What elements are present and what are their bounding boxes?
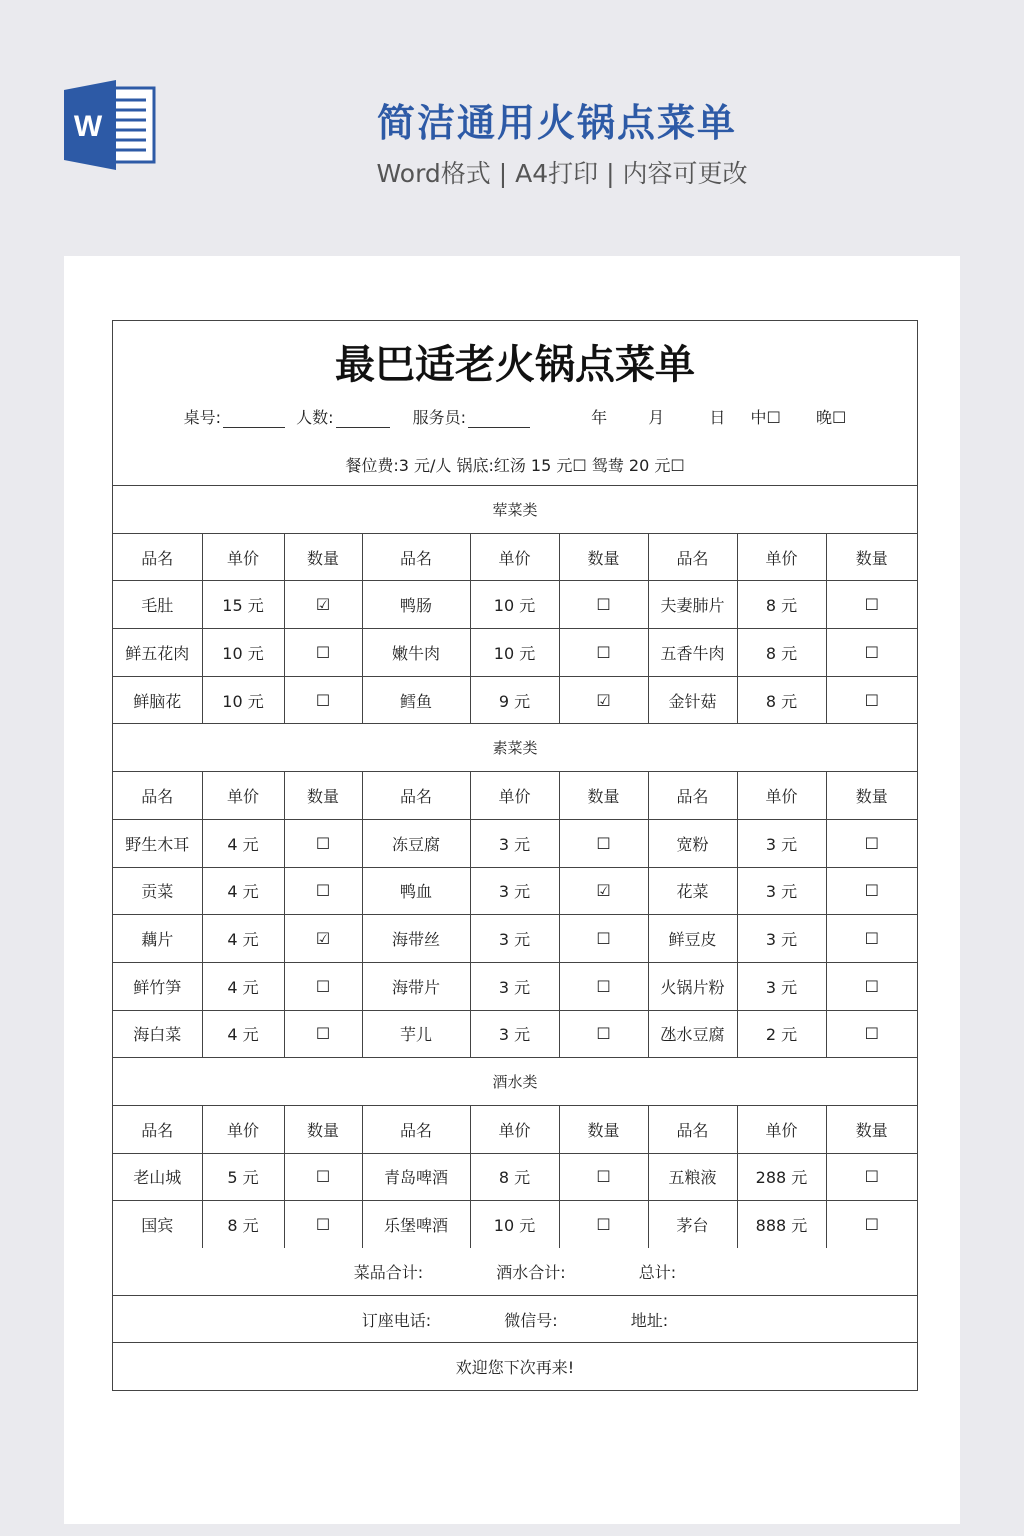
item-name: 夫妻肺片 bbox=[648, 581, 737, 629]
table-row bbox=[113, 962, 917, 1010]
item-name: 鲜五花肉 bbox=[113, 629, 202, 677]
address-label: 地址: bbox=[630, 1310, 669, 1330]
column-header-row bbox=[113, 1105, 917, 1153]
wechat-label: 微信号: bbox=[504, 1310, 558, 1330]
section-row bbox=[113, 724, 917, 772]
column-header: 品名 bbox=[113, 533, 202, 581]
item-price: 3 元 bbox=[470, 819, 559, 867]
item-price: 10 元 bbox=[202, 629, 284, 677]
quantity-checkbox[interactable]: ☐ bbox=[826, 819, 917, 867]
quantity-checkbox[interactable]: ☐ bbox=[559, 1153, 648, 1201]
quantity-checkbox[interactable]: ☐ bbox=[826, 1153, 917, 1201]
item-name: 五香牛肉 bbox=[648, 629, 737, 677]
item-price: 4 元 bbox=[202, 962, 284, 1010]
quantity-checkbox[interactable]: ☑ bbox=[559, 676, 648, 724]
item-name: 国宾 bbox=[113, 1201, 202, 1248]
column-header: 单价 bbox=[737, 772, 826, 820]
item-name: 乐堡啤酒 bbox=[362, 1201, 470, 1248]
menu-table bbox=[113, 486, 917, 1390]
item-price: 10 元 bbox=[202, 676, 284, 724]
item-name: 海带丝 bbox=[362, 915, 470, 963]
item-name: 贡菜 bbox=[113, 867, 202, 915]
server-field[interactable] bbox=[468, 413, 530, 428]
item-price: 10 元 bbox=[470, 581, 559, 629]
server-label: 服务员: bbox=[412, 408, 467, 427]
table-row bbox=[113, 819, 917, 867]
column-header: 单价 bbox=[202, 1105, 284, 1153]
item-name: 海白菜 bbox=[113, 1010, 202, 1058]
item-price: 10 元 bbox=[470, 629, 559, 677]
item-price: 5 元 bbox=[202, 1153, 284, 1201]
item-price: 288 元 bbox=[737, 1153, 826, 1201]
item-price: 8 元 bbox=[737, 629, 826, 677]
section-row bbox=[113, 486, 917, 533]
quantity-checkbox[interactable]: ☑ bbox=[284, 915, 362, 963]
menu-header bbox=[113, 321, 917, 486]
item-name: 藕片 bbox=[113, 915, 202, 963]
quantity-checkbox[interactable]: ☐ bbox=[284, 1201, 362, 1248]
item-price: 3 元 bbox=[470, 915, 559, 963]
item-price: 3 元 bbox=[737, 915, 826, 963]
totals-row bbox=[113, 1248, 917, 1295]
fee-row: 餐位费:3 元/人 锅底:红汤 15 元☐ 鸳鸯 20 元☐ bbox=[345, 456, 685, 475]
item-price: 3 元 bbox=[470, 1010, 559, 1058]
column-header-row bbox=[113, 533, 917, 581]
column-header: 单价 bbox=[737, 533, 826, 581]
column-header: 品名 bbox=[113, 772, 202, 820]
farewell-row bbox=[113, 1343, 917, 1390]
item-price: 3 元 bbox=[737, 867, 826, 915]
menu-title: 最巴适老火锅点菜单 bbox=[335, 342, 695, 388]
column-header: 单价 bbox=[202, 533, 284, 581]
quantity-checkbox[interactable]: ☐ bbox=[559, 629, 648, 677]
column-header: 数量 bbox=[826, 533, 917, 581]
item-name: 鲜豆皮 bbox=[648, 915, 737, 963]
quantity-checkbox[interactable]: ☐ bbox=[284, 1010, 362, 1058]
column-header: 品名 bbox=[648, 533, 737, 581]
drinks-total-label: 酒水合计: bbox=[496, 1262, 566, 1282]
item-price: 15 元 bbox=[202, 581, 284, 629]
item-name: 老山城 bbox=[113, 1153, 202, 1201]
item-price: 888 元 bbox=[737, 1201, 826, 1248]
item-name: 鳕鱼 bbox=[362, 676, 470, 724]
item-price: 3 元 bbox=[470, 962, 559, 1010]
item-price: 4 元 bbox=[202, 819, 284, 867]
table-row bbox=[113, 1010, 917, 1058]
quantity-checkbox[interactable]: ☐ bbox=[284, 867, 362, 915]
day-label: 日 bbox=[709, 408, 726, 427]
table-row bbox=[113, 1201, 917, 1248]
phone-label: 订座电话: bbox=[361, 1310, 432, 1330]
grand-total-label: 总计: bbox=[638, 1262, 677, 1282]
column-header: 单价 bbox=[470, 772, 559, 820]
quantity-checkbox[interactable]: ☐ bbox=[284, 962, 362, 1010]
item-price: 8 元 bbox=[202, 1201, 284, 1248]
item-price: 4 元 bbox=[202, 1010, 284, 1058]
quantity-checkbox[interactable]: ☐ bbox=[826, 676, 917, 724]
item-name: 鸭肠 bbox=[362, 581, 470, 629]
quantity-checkbox[interactable]: ☐ bbox=[826, 1201, 917, 1248]
item-price: 2 元 bbox=[737, 1010, 826, 1058]
item-name: 野生木耳 bbox=[113, 819, 202, 867]
item-price: 8 元 bbox=[470, 1153, 559, 1201]
column-header-row bbox=[113, 772, 917, 820]
column-header: 数量 bbox=[284, 1105, 362, 1153]
order-info-row bbox=[113, 405, 917, 428]
item-name: 海带片 bbox=[362, 962, 470, 1010]
item-name: 鸭血 bbox=[362, 867, 470, 915]
item-price: 8 元 bbox=[737, 676, 826, 724]
item-price: 3 元 bbox=[737, 962, 826, 1010]
table-row bbox=[113, 676, 917, 724]
item-name: 鲜竹笋 bbox=[113, 962, 202, 1010]
quantity-checkbox[interactable]: ☐ bbox=[284, 629, 362, 677]
document-page bbox=[64, 256, 960, 1524]
item-name: 冻豆腐 bbox=[362, 819, 470, 867]
table-row bbox=[113, 867, 917, 915]
quantity-checkbox[interactable]: ☐ bbox=[284, 819, 362, 867]
section-title: 素菜类 bbox=[113, 724, 917, 772]
column-header: 单价 bbox=[202, 772, 284, 820]
quantity-checkbox[interactable]: ☑ bbox=[559, 867, 648, 915]
item-name: 鲜脑花 bbox=[113, 676, 202, 724]
item-price: 3 元 bbox=[737, 819, 826, 867]
column-header: 数量 bbox=[826, 1105, 917, 1153]
column-header: 品名 bbox=[362, 772, 470, 820]
item-price: 10 元 bbox=[470, 1201, 559, 1248]
item-name: 花菜 bbox=[648, 867, 737, 915]
column-header: 品名 bbox=[113, 1105, 202, 1153]
item-price: 8 元 bbox=[737, 581, 826, 629]
quantity-checkbox[interactable]: ☐ bbox=[559, 1010, 648, 1058]
column-header: 数量 bbox=[284, 772, 362, 820]
people-label: 人数: bbox=[296, 408, 334, 427]
column-header: 单价 bbox=[737, 1105, 826, 1153]
table-row bbox=[113, 581, 917, 629]
item-price: 4 元 bbox=[202, 915, 284, 963]
column-header: 数量 bbox=[559, 772, 648, 820]
table-row bbox=[113, 629, 917, 677]
logo-letter: W bbox=[73, 110, 103, 143]
quantity-checkbox[interactable]: ☐ bbox=[559, 581, 648, 629]
quantity-checkbox[interactable]: ☐ bbox=[826, 581, 917, 629]
item-price: 9 元 bbox=[470, 676, 559, 724]
item-name: 嫩牛肉 bbox=[362, 629, 470, 677]
item-name: 火锅片粉 bbox=[648, 962, 737, 1010]
month-label: 月 bbox=[648, 408, 665, 427]
item-name: 茅台 bbox=[648, 1201, 737, 1248]
lunch-checkbox[interactable]: 中☐ bbox=[750, 408, 781, 427]
table-no-label: 桌号: bbox=[183, 408, 222, 427]
farewell-text: 欢迎您下次再来! bbox=[113, 1343, 917, 1390]
item-name: 芋儿 bbox=[362, 1010, 470, 1058]
page-title: 简洁通用火锅点菜单 bbox=[376, 101, 737, 145]
menu-sheet bbox=[112, 320, 918, 1391]
item-name: 氹水豆腐 bbox=[648, 1010, 737, 1058]
table-row bbox=[113, 1153, 917, 1201]
quantity-checkbox[interactable]: ☐ bbox=[826, 1010, 917, 1058]
quantity-checkbox[interactable]: ☐ bbox=[826, 629, 917, 677]
item-price: 3 元 bbox=[470, 867, 559, 915]
column-header: 数量 bbox=[826, 772, 917, 820]
column-header: 品名 bbox=[362, 533, 470, 581]
table-no-field[interactable] bbox=[223, 413, 285, 428]
quantity-checkbox[interactable]: ☐ bbox=[559, 962, 648, 1010]
column-header: 单价 bbox=[470, 1105, 559, 1153]
item-price: 4 元 bbox=[202, 867, 284, 915]
quantity-checkbox[interactable]: ☐ bbox=[826, 867, 917, 915]
quantity-checkbox[interactable]: ☐ bbox=[284, 1153, 362, 1201]
column-header: 品名 bbox=[648, 1105, 737, 1153]
column-header: 品名 bbox=[362, 1105, 470, 1153]
column-header: 品名 bbox=[648, 772, 737, 820]
column-header: 数量 bbox=[559, 1105, 648, 1153]
column-header: 数量 bbox=[284, 533, 362, 581]
dinner-checkbox[interactable]: 晚☐ bbox=[815, 408, 847, 427]
column-header: 单价 bbox=[470, 533, 559, 581]
item-name: 青岛啤酒 bbox=[362, 1153, 470, 1201]
table-row bbox=[113, 915, 917, 963]
dishes-total-label: 菜品合计: bbox=[353, 1262, 424, 1282]
contacts-row bbox=[113, 1295, 917, 1343]
item-name: 五粮液 bbox=[648, 1153, 737, 1201]
item-name: 金针菇 bbox=[648, 676, 737, 724]
quantity-checkbox[interactable]: ☐ bbox=[559, 915, 648, 963]
column-header: 数量 bbox=[559, 533, 648, 581]
quantity-checkbox[interactable]: ☐ bbox=[826, 962, 917, 1010]
section-title: 荤菜类 bbox=[113, 486, 917, 533]
year-label: 年 bbox=[591, 408, 608, 427]
section-row bbox=[113, 1058, 917, 1106]
item-name: 宽粉 bbox=[648, 819, 737, 867]
quantity-checkbox[interactable]: ☐ bbox=[559, 819, 648, 867]
page-subtitle: Word格式 | A4打印 | 内容可更改 bbox=[376, 159, 748, 188]
quantity-checkbox[interactable]: ☑ bbox=[284, 581, 362, 629]
item-name: 毛肚 bbox=[113, 581, 202, 629]
quantity-checkbox[interactable]: ☐ bbox=[826, 915, 917, 963]
people-field[interactable] bbox=[336, 413, 390, 428]
section-title: 酒水类 bbox=[113, 1058, 917, 1106]
quantity-checkbox[interactable]: ☐ bbox=[284, 676, 362, 724]
quantity-checkbox[interactable]: ☐ bbox=[559, 1201, 648, 1248]
